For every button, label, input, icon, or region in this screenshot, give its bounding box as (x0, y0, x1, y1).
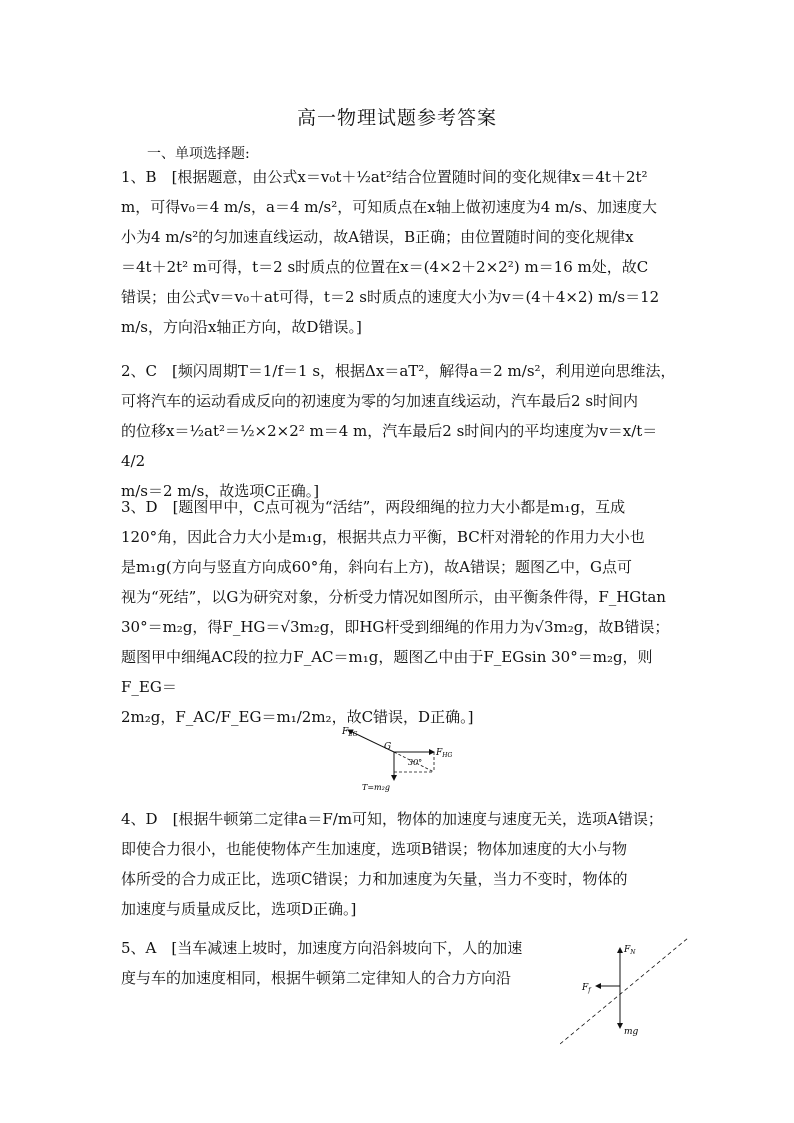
answer-5 (121, 933, 561, 993)
answer-line: m，可得v₀＝4 m/s，a＝4 m/s²，可知质点在x轴上做初速度为4 m/s、加速度大 (121, 198, 657, 216)
label-f-hg: $F_{HG}$ (436, 748, 453, 759)
answer-line: 加速度与质量成反比，选项D正确。] (121, 900, 357, 918)
answer-line: 120°角，因此合力大小是m₁g，根据共点力平衡，BC杆对滑轮的作用力大小也 (121, 528, 645, 546)
answer-line: 2、C [频闪周期T＝1/f＝1 s，根据Δx＝aT²，解得a＝2 m/s²，利用逆向思维法， (121, 362, 676, 380)
answer-line: 度与车的加速度相同，根据牛顿第二定律知人的合力方向沿 (121, 969, 512, 987)
answer-line: 视为“死结”，以G为研究对象，分析受力情况如图所示，由平衡条件得，F_HGtan (121, 588, 666, 606)
answer-line: 可将汽车的运动看成反向的初速度为零的匀加速直线运动，汽车最后2 s时间内 (121, 392, 639, 410)
answer-2 (121, 356, 681, 506)
answer-line: 即使合力很小，也能使物体产生加速度，选项B错误；物体加速度的大小与物 (121, 840, 628, 858)
answer-line: 5、A [当车减速上坡时，加速度方向沿斜坡向下，人的加速 (121, 939, 523, 957)
answer-line: ＝4t＋2t² m可得，t＝2 s时质点的位置在x＝(4×2＋2×2²) m＝16 m处，故C (121, 258, 649, 276)
label-ff: $F_f$ (582, 983, 591, 994)
label-tension: T=m₂g (362, 783, 390, 792)
label-g: G (384, 742, 392, 752)
force-diagram-svg (560, 936, 690, 1046)
answer-1 (121, 162, 681, 342)
answer-line: m/s，方向沿x轴正方向，故D错误。] (121, 318, 362, 336)
answer-line: 是m₁g(方向与竖直方向成60°角，斜向右上方)，故A错误；题图乙中，G点可 (121, 558, 632, 576)
label-angle: 30° (408, 758, 423, 767)
label-fn: $F_N$ (624, 945, 636, 956)
answer-line: 的位移x＝½at²＝½×2×2² m＝4 m，汽车最后2 s时间内的平均速度为v＝x/t＝4/2 (121, 422, 658, 470)
answer-line: 1、B [根据题意，由公式x＝v₀t＋½at²结合位置随时间的变化规律x＝4t＋2t² (121, 168, 648, 186)
answer-line: 3、D [题图甲中，C点可视为“活结”，两段细绳的拉力大小都是m₁g，互成 (121, 498, 626, 516)
answer-line: 4、D [根据牛顿第二定律a＝F/m可知，物体的加速度与速度无关，选项A错误； (121, 810, 663, 828)
answer-line: 体所受的合力成正比，选项C错误；力和加速度为矢量，当力不变时，物体的 (121, 870, 628, 888)
label-f-eg: $F_{EG}$ (342, 727, 358, 738)
answer-line: m/s＝2 m/s，故选项C正确。] (121, 482, 320, 500)
force-diagram-svg (336, 722, 466, 794)
answer-line: 题图甲中细绳AC段的拉力F_AC＝m₁g，题图乙中由于F_EGsin 30°＝m₂g，则F_EG＝ (121, 648, 653, 696)
page-title: 高一物理试题参考答案 (296, 107, 497, 129)
force-diagram-person (560, 936, 690, 1046)
force-diagram-g (336, 722, 466, 794)
answer-line: 2m₂g，F_AC/F_EG＝m₁/2m₂，故C错误，D正确。] (121, 708, 474, 726)
label-mg: mg (624, 1027, 639, 1037)
section-heading: 一、单项选择题: (147, 146, 250, 162)
answer-4 (121, 804, 681, 924)
answer-line: 小为4 m/s²的匀加速直线运动，故A错误，B正确；由位置随时间的变化规律x (121, 228, 634, 246)
answer-line: 错误；由公式v＝v₀＋at可得，t＝2 s时质点的速度大小为v＝(4＋4×2) m/s＝12 (121, 288, 660, 306)
answer-line: 30°＝m₂g，得F_HG＝√3m₂g，即HG杆受到细绳的作用力为√3m₂g，故B错误； (121, 618, 670, 636)
answer-3 (121, 492, 681, 732)
